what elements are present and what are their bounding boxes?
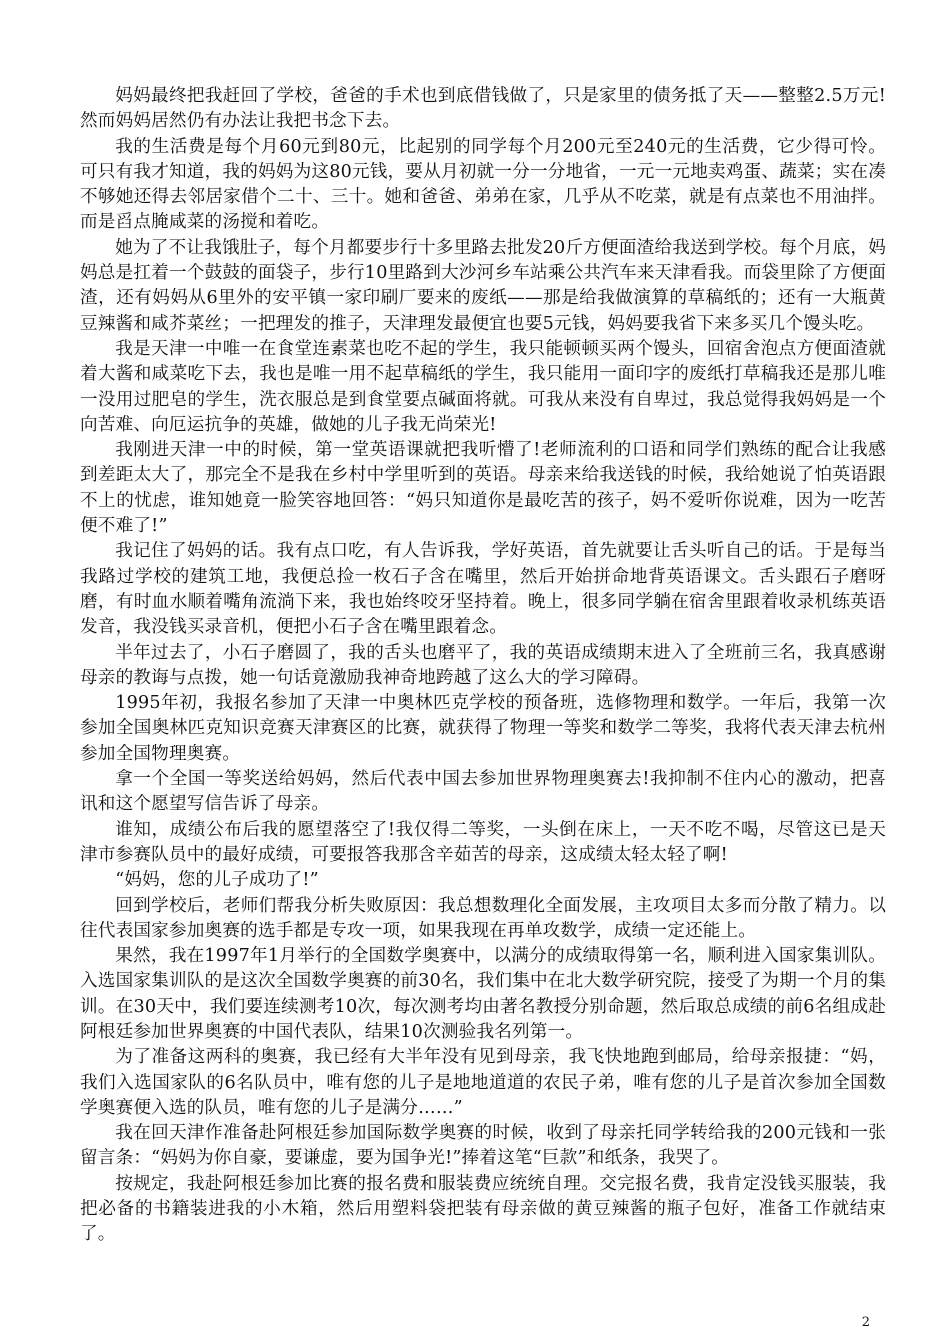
paragraph: 我是天津一中唯一在食堂连素菜也吃不起的学生，我只能顿顿买两个馒头，回宿舍泡点方便面渣就着大酱和咸菜吃下去，我也是唯一用不起草稿纸的学生，我只能用一面印字的废纸打草稿我还是那儿唯一没用过肥皂的学生，洗衣服总是到食堂要点碱面将就。可我从来没有自卑过，我总觉得我妈妈是一个向苦难、向厄运抗争的英雄，做她的儿子我无尚荣光! [80,338,886,435]
paragraph-quote: “妈妈，您的儿子成功了!” [115,870,319,891]
paragraph: 按规定，我赴阿根廷参加比赛的报名费和服装费应统统自理。交完报名费，我肯定没钱买服装，我把必备的书籍装进我的小木箱，然后用塑料袋把装有母亲做的黄豆辣酱的瓶子包好，准备工作就结束了。 [80,1173,886,1245]
paragraph: 我记住了妈妈的话。我有点口吃，有人告诉我，学好英语，首先就要让舌头听自己的话。于是每当我路过学校的建筑工地，我便总捡一枚石子含在嘴里，然后开始拼命地背英语课文。舌头跟石子磨呀磨，有时血水顺着嘴角流淌下来，我也始终咬牙坚持着。晚上，很多同学躺在宿舍里跟着收录机练英语发音，我没钱买录音机，便把小石子含在嘴里跟着念。 [80,541,886,638]
paragraph: 为了准备这两科的奥赛，我已经有大半年没有见到母亲，我飞快地跑到邮局，给母亲报捷：“妈，我们入选国家队的6名队员中，唯有您的儿子是地地道道的农民子弟，唯有您的儿子是首次参加全国数学奥赛便入选的队员，唯有您的儿子是满分……” [80,1047,886,1118]
paragraph: 拿一个全国一等奖送给妈妈，然后代表中国去参加世界物理奥赛去!我抑制不住内心的激动，把喜讯和这个愿望写信告诉了母亲。 [80,769,886,815]
paragraph: 谁知，成绩公布后我的愿望落空了!我仅得二等奖，一头倒在床上，一天不吃不喝，尽管这已是天津市参赛队员中的最好成绩，可要报答我那含辛茹苦的母亲，这成绩太轻太轻了啊! [80,819,886,865]
document-body [80,84,886,1248]
paragraph: 她为了不让我饿肚子，每个月都要步行十多里路去批发20斤方便面渣给我送到学校。每个月底，妈妈总是扛着一个鼓鼓的面袋子，步行10里路到大沙河乡车站乘公共汽车来天津看我。而袋里除了方便面渣，还有妈妈从6里外的安平镇一家印刷厂要来的废纸——那是给我做演算的草稿纸的；还有一大瓶黄豆辣酱和咸芥菜丝；一把理发的推子，天津理发最便宜也要5元钱，妈妈要我省下来多买几个馒头吃。 [80,237,886,334]
paragraph: 我刚进天津一中的时候，第一堂英语课就把我听懵了!老师流利的口语和同学们熟练的配合让我感到差距太大了，那完全不是我在乡村中学里听到的英语。母亲来给我送钱的时候，我给她说了怕英语跟不上的忧虑，谁知她竟一脸笑容地回答：“妈只知道你是最吃苦的孩子，妈不爱听你说难，因为一吃苦便不难了!” [80,440,886,537]
paragraph: 果然，我在1997年1月举行的全国数学奥赛中，以满分的成绩取得第一名，顺利进入国家集训队。入选国家集训队的是这次全国数学奥赛的前30名，我们集中在北大数学研究院，接受了为期一个月的集训。在30天中，我们要连续测考10次，每次测考均由著名教授分别命题，然后取总成绩的前6名组成赴阿根廷参加世界奥赛的中国代表队，结果10次测验我名列第一。 [80,946,886,1042]
paragraph: 回到学校后，老师们帮我分析失败原因：我总想数理化全面发展，主攻项目太多而分散了精力。以往代表国家参加奥赛的选手都是专攻一项，如果我现在再单攻数学，成绩一定还能上。 [80,895,886,941]
paragraph: 我在回天津作准备赴阿根廷参加国际数学奥赛的时候，收到了母亲托同学转给我的200元钱和一张留言条：“妈妈为你自豪，要谦虚，要为国争光!”捧着这笔“巨款”和纸条，我哭了。 [80,1123,886,1169]
paragraph: 我的生活费是每个月60元到80元，比起别的同学每个月200元至240元的生活费，它少得可怜。可只有我才知道，我的妈妈为这80元钱，要从月初就一分一分地省，一元一元地卖鸡蛋、蔬菜；实在凑不够她还得去邻居家借个二十、三十。她和爸爸、弟弟在家，几乎从不吃菜，就是有点菜也不用油拌。而是舀点腌咸菜的汤搅和着吃。 [80,136,886,233]
paragraph: 妈妈最终把我赶回了学校，爸爸的手术也到底借钱做了，只是家里的债务抵了天——整整2.5万元!然而妈妈居然仍有办法让我把书念下去。 [80,86,886,132]
page-number: 2 [861,1315,870,1330]
paragraph: 1995年初，我报名参加了天津一中奥林匹克学校的预备班，选修物理和数学。一年后，我第一次参加全国奥林匹克知识竞赛天津赛区的比赛，就获得了物理一等奖和数学二等奖，我将代表天津去杭州参加全国物理奥赛。 [80,693,886,764]
paragraph: 半年过去了，小石子磨圆了，我的舌头也磨平了，我的英语成绩期末进入了全班前三名，我真感谢母亲的教诲与点拨，她一句话竟激励我神奇地跨越了这么大的学习障碍。 [80,642,886,688]
